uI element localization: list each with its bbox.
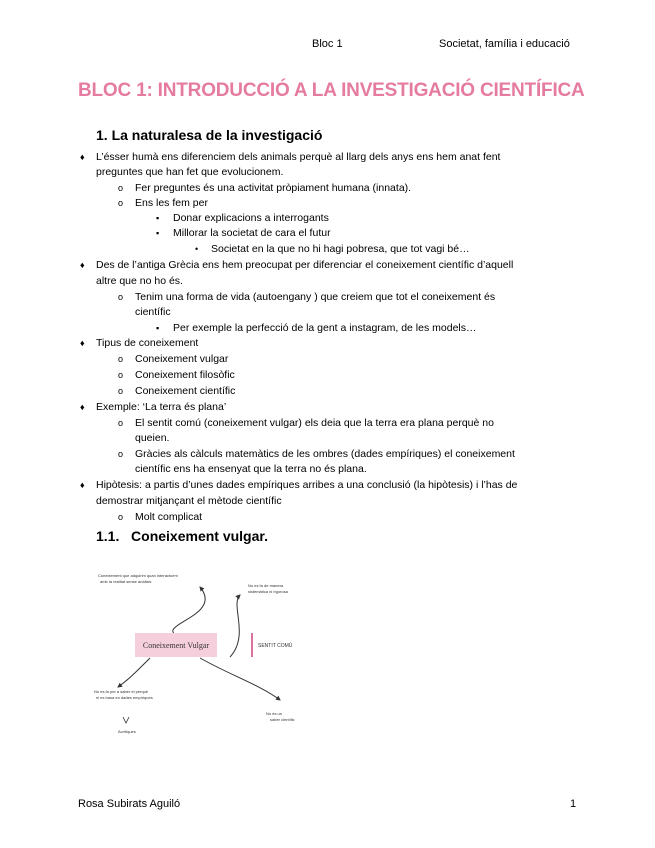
text-line: Coneixement filosòfic — [135, 369, 235, 381]
text-line: L’ésser humà ens diferenciem dels animals perquè al llarg dels anys ens hem anat fent — [96, 151, 501, 163]
text-line: científic ens ha ensenyat que la terra no és plana. — [135, 463, 367, 475]
center-label: Coneixement Vulgar — [142, 641, 210, 650]
note-top-right: No es fa de manera — [248, 583, 284, 588]
page-title: BLOC 1: INTRODUCCIÓ A LA INVESTIGACIÓ CIENTÍFICA — [78, 80, 585, 101]
text-line: queien. — [135, 432, 170, 444]
section-heading — [96, 127, 322, 143]
text-line: El sentit comú (coneixement vulgar) els deia que la terra era plana perquè no — [135, 417, 494, 429]
diamond-bullet-icon: ♦ — [80, 480, 85, 490]
circle-bullet-icon: o — [118, 292, 124, 302]
text-line: Societat en la que no hi hagi pobresa, que tot vagi bé… — [211, 243, 470, 255]
circle-bullet-icon: o — [118, 198, 124, 208]
text-line: Hipòtesis: a partis d’unes dades empíriques arribes a una conclusió (la hipòtesis) i l’has de — [96, 479, 518, 491]
square-bullet-icon: ▪ — [156, 323, 160, 333]
note-bottom-right: saber científic — [270, 717, 295, 722]
section-number: 1. — [96, 127, 108, 143]
text-line: Molt complicat — [135, 511, 203, 523]
diamond-bullet-icon: ♦ — [80, 260, 85, 270]
text-line: Per exemple la perfecció de la gent a instagram, de les models… — [173, 322, 477, 334]
chevron-down-icon — [123, 717, 129, 723]
subsection-heading — [96, 528, 268, 544]
right-label: SENTIT COMÚ — [258, 643, 293, 649]
diamond-bullet-icon: ♦ — [80, 402, 85, 412]
text-line: Tenim una forma de vida (autoengany ) que creiem que tot el coneixement és — [135, 291, 496, 303]
note-bottom-left: ni es basa en dades empíriques — [96, 695, 153, 700]
arrow-bottom-right — [200, 658, 280, 700]
diamond-bullet-icon: ♦ — [80, 152, 85, 162]
note-top-left: Coneixement que adquirim quan interactuem — [98, 573, 178, 578]
concept-diagram — [90, 565, 330, 745]
circle-bullet-icon: o — [118, 183, 124, 193]
text-line: altre que no ho és. — [96, 275, 183, 287]
dot-bullet-icon: • — [195, 244, 199, 254]
subsection-number: 1.1. — [96, 528, 120, 544]
text-line: demostrar mitjançant el mètode científic — [96, 495, 282, 507]
arrow-top-right — [230, 595, 240, 657]
circle-bullet-icon: o — [118, 512, 124, 522]
text-line: Coneixement vulgar — [135, 353, 229, 365]
note-top-left: amb la realitat sense anàlisis — [100, 579, 152, 584]
note-bottom-left: No es fa per a saber el perquè — [94, 689, 149, 694]
page-number: 1 — [570, 798, 577, 810]
diamond-bullet-icon: ♦ — [80, 338, 85, 348]
text-line: Gràcies als càlculs matemàtics de les ombres (dades empíriques) el coneixement — [135, 448, 515, 460]
note-top-right: sistemàtica ni rigorosa — [248, 589, 288, 594]
note-bottom-right: No és un — [266, 711, 283, 716]
footer-author: Rosa Subirats Aguiló — [78, 798, 181, 810]
circle-bullet-icon: o — [118, 354, 124, 364]
circle-bullet-icon: o — [118, 418, 124, 428]
square-bullet-icon: ▪ — [156, 228, 160, 238]
text-line: Ens les fem per — [135, 197, 208, 209]
text-line: Tipus de coneixement — [96, 337, 199, 349]
arrow-top-left — [173, 587, 205, 637]
circle-bullet-icon: o — [118, 449, 124, 459]
circle-bullet-icon: o — [118, 370, 124, 380]
header-subject: Societat, família i educació — [439, 38, 570, 50]
text-line: Exemple: ‘La terra és plana’ — [96, 401, 227, 413]
header-block: Bloc 1 — [312, 38, 343, 50]
text-line: Coneixement científic — [135, 385, 236, 397]
text-line: Fer preguntes és una activitat pròpiament humana (innata). — [135, 182, 412, 194]
text-line: Des de l’antiga Grècia ens hem preocupat per diferenciar el coneixement científic d’aquell — [96, 259, 514, 271]
note-acritiques: Acrítiques — [118, 729, 136, 734]
text-line: científic — [135, 306, 171, 318]
subsection-title: Coneixement vulgar. — [131, 528, 268, 544]
section-title: La naturalesa de la investigació — [111, 127, 323, 143]
text-line: Millorar la societat de cara el futur — [173, 227, 331, 239]
circle-bullet-icon: o — [118, 386, 124, 396]
text-line: Donar explicacions a interrogants — [173, 212, 329, 224]
arrow-bottom-left — [118, 658, 150, 687]
text-line: preguntes que han fet que evolucionem. — [96, 166, 284, 178]
square-bullet-icon: ▪ — [156, 213, 160, 223]
